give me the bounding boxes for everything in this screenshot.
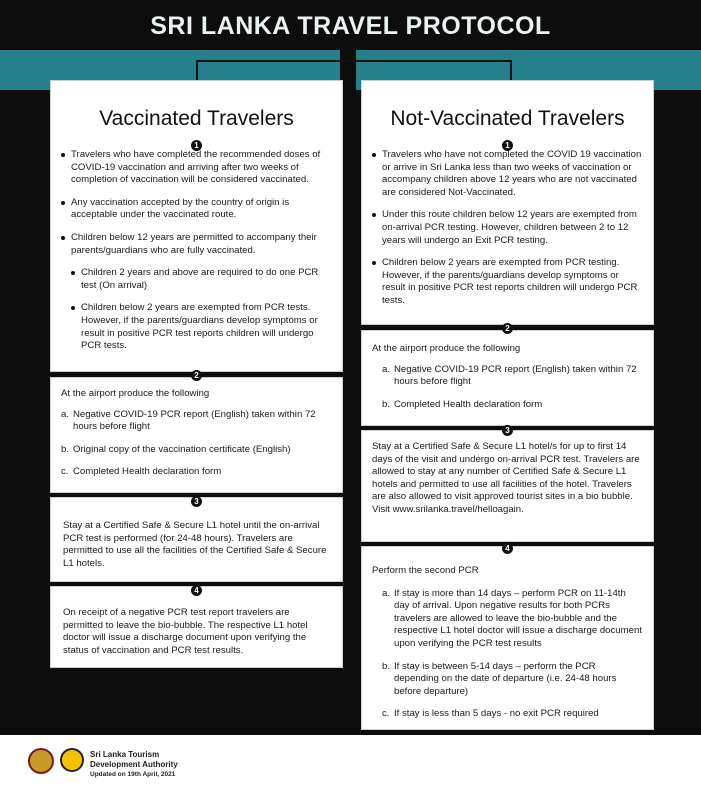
vaccinated-sub-bullet: Children below 2 years are exempted from PCR tests. However, if the parents/guardians develop symptoms or result in positive PCR test reports children will undergo PCR tests.	[61, 302, 332, 352]
sltda-logo-icon	[60, 748, 84, 772]
airport-item: b. Completed Health declaration form	[382, 398, 543, 410]
step-number-4: 4	[191, 585, 202, 596]
vaccinated-box-4	[50, 586, 343, 668]
not-vaccinated-hotel-text: Stay at a Certified Safe & Secure L1 hotel/s for up to first 14 days of the visit and undergo on-arrival PCR test. Travelers are allowed to stay at any number of Certified Safe & Secure L1 hotels and permitted to use all facilities of the hotel. Travelers are also allowed to visit approved tourist sites in a bio bubble.	[372, 441, 640, 503]
step-number-3: 3	[502, 425, 513, 436]
step-number-4: 4	[502, 543, 513, 554]
visit-link[interactable]: Visit www.srilanka.travel/helloagain.	[372, 503, 524, 515]
step-number-2: 2	[502, 323, 513, 334]
sri-lanka-emblem-icon	[28, 748, 54, 774]
vaccinated-sub-bullet: Children 2 years and above are required to do one PCR test (On arrival)	[61, 267, 332, 292]
step-number-1: 1	[191, 140, 202, 151]
org-name-line1: Sri Lanka Tourism	[90, 750, 160, 759]
vaccinated-heading: Vaccinated Travelers	[99, 107, 294, 130]
step-number-2: 2	[191, 370, 202, 381]
second-pcr-item: b. If stay is between 5-14 days – perform the PCR depending on the date of departure (i.e. 24-48 hours before departure)	[382, 660, 617, 697]
vaccinated-bullet: Travelers who have completed the recommended doses of COVID-19 vaccination and arriving after two weeks of completion of vaccination will be considered vaccinated.	[61, 149, 332, 187]
second-pcr-intro: Perform the second PCR	[372, 565, 479, 576]
vaccinated-box-1	[50, 80, 343, 372]
not-vaccinated-box-2	[361, 324, 654, 426]
second-pcr-item: a. If stay is more than 14 days – perform PCR on 11-14th day of arrival. Upon negative results for both PCRs travelers are allowed to leave the bio-bubble and the respective L1 hotel doctor will issue a discharge document upon verifying the PCR test results	[382, 587, 642, 649]
not-vaccinated-bullet: Children below 2 years are exempted from PCR testing. However, if the parents/guardians develop symptoms or result in positive PCR test reports children will undergo PCR tests.	[372, 257, 643, 307]
not-vaccinated-bullet: Under this route children below 12 years are exempted from on-arrival PCR testing. However, children between 2 to 12 years will undergo an Exit PCR testing.	[372, 209, 643, 247]
vaccinated-bullet: Children below 12 years are permitted to accompany their parents/guardians who are fully vaccinated.	[61, 232, 332, 257]
updated-date: Updated on 19th April, 2021	[90, 771, 176, 778]
airport-item: a. Negative COVID-19 PCR report (English) taken within 72 hours before flight	[61, 408, 316, 433]
vaccinated-hotel-text: Stay at a Certified Safe & Secure L1 hotel until the on-arrival PCR test is performed (for 24-48 hours). Travelers are permitted to use all the facilities of the Certified Safe & Secure L1 hotels.	[63, 520, 327, 569]
airport-intro: At the airport produce the following	[372, 343, 521, 354]
step-number-3: 3	[191, 496, 202, 507]
airport-item: a. Negative COVID-19 PCR report (English) taken within 72 hours before flight	[382, 363, 637, 388]
not-vaccinated-box-1	[361, 80, 654, 325]
page-title: SRI LANKA TRAVEL PROTOCOL	[150, 12, 551, 40]
vaccinated-bullet: Any vaccination accepted by the country of origin is acceptable under the vaccinated route.	[61, 197, 332, 222]
vaccinated-discharge-text: On receipt of a negative PCR test report travelers are permitted to leave the bio-bubble. The respective L1 hotel doctor will issue a discharge document upon verifying the status of vaccination and PCR test results.	[63, 607, 308, 656]
airport-item: c. Completed Health declaration form	[61, 466, 222, 478]
not-vaccinated-heading: Not-Vaccinated Travelers	[390, 107, 625, 130]
airport-intro: At the airport produce the following	[61, 388, 210, 399]
step-number-1: 1	[502, 140, 513, 151]
vaccinated-box-3	[50, 497, 343, 582]
not-vaccinated-box-4	[361, 546, 654, 730]
airport-item: b. Original copy of the vaccination certificate (English)	[61, 443, 291, 455]
vaccinated-box-2	[50, 371, 343, 493]
second-pcr-item: c. If stay is less than 5 days - no exit PCR required	[382, 708, 599, 720]
not-vaccinated-box-3	[361, 426, 654, 542]
not-vaccinated-bullet: Travelers who have not completed the COVID 19 vaccination or arrive in Sri Lanka less than two weeks of vaccination or accompany children above 12 years who are not vaccinated are considered Not-Vaccinated.	[372, 149, 643, 199]
org-name-line2: Development Authority	[90, 760, 178, 769]
